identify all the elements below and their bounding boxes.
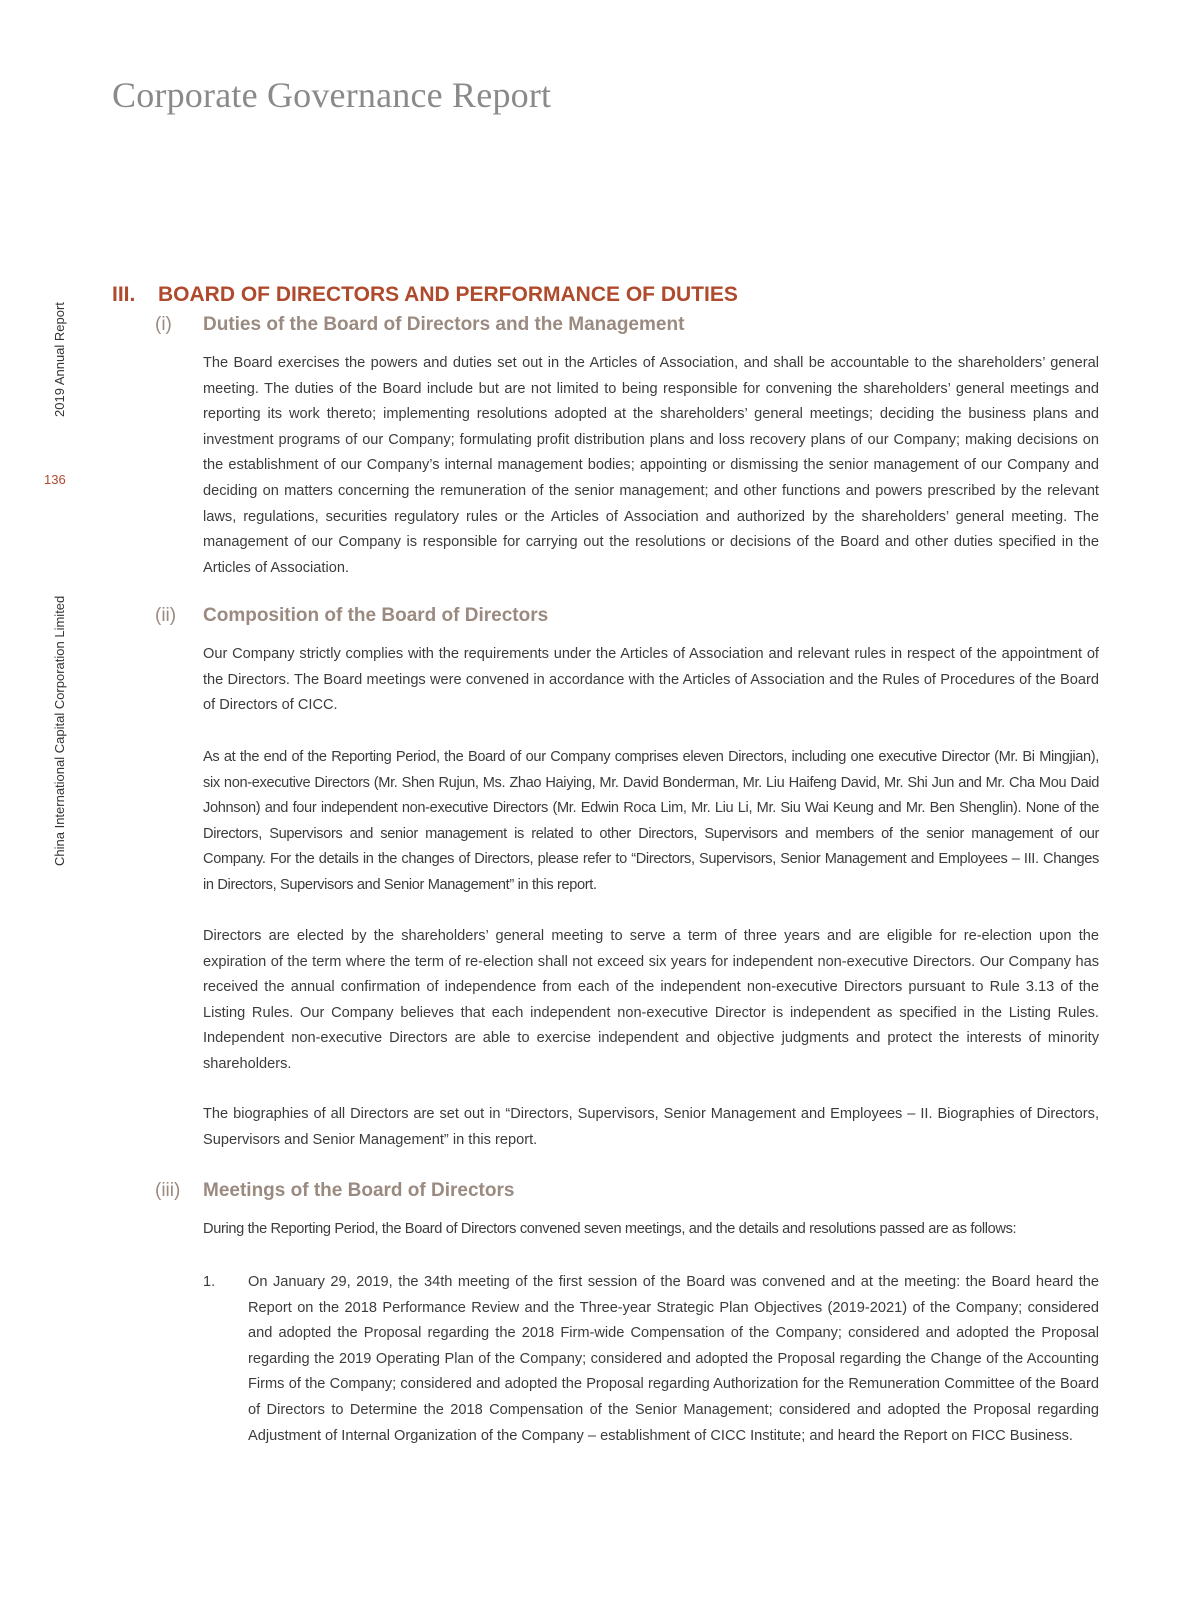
paragraph: During the Reporting Period, the Board of Directors convened seven meetings, and the details and resolutions passed are as follows: <box>203 1221 1017 1237</box>
subsection-number: (ii) <box>155 605 177 626</box>
subsection-heading-composition <box>155 605 548 627</box>
page-title: Corporate Governance Report <box>112 75 552 115</box>
section-heading <box>112 283 738 307</box>
subsection-number: (iii) <box>155 1180 181 1201</box>
subsection-heading-meetings <box>155 1180 514 1202</box>
section-number: III. <box>112 283 136 306</box>
list-item-text: On January 29, 2019, the 34th meeting of the first session of the Board was convened and at the meeting: the Board heard the Report on the 2018 Performance Review and the Three-year Strategic Plan Objectives (2019-2021) of the Company; considered and adopted the Proposal regarding the 2018 Firm-wide Compensation of the Company; considered and adopted the Proposal regarding the 2019 Operating Plan of the Company; considered and adopted the Proposal regarding the Change of the Accounting Firms of the Company; considered and adopted the Proposal regarding Authorization for the Remuneration Committee of the Board of Directors to Determine the 2018 Compensation of the Senior Management; considered and adopted the Proposal regarding Adjustment of Internal Organization of the Company – establishment of CICC Institute; and heard the Report on FICC Business. <box>248 1274 1099 1444</box>
list-item <box>203 1270 1099 1449</box>
paragraph: As at the end of the Reporting Period, the Board of our Company comprises eleven Directors, including one executive Director (Mr. Bi Mingjian), six non-executive Directors (Mr. Shen Rujun, Ms. Zhao Haiying, Mr. David Bonderman, Mr. Liu Haifeng David, Mr. Shi Jun and Mr. Cha Mou Daid Johnson) and four independent non-executive Directors (Mr. Edwin Roca Lim, Mr. Liu Li, Mr. Siu Wai Keung and Mr. Ben Shenglin). None of the Directors, Supervisors and senior management is related to other Directors, Supervisors and members of the senior management of our Company. For the details in the changes of Directors, please refer to “Directors, Supervisors, Senior Management and Employees – III. Changes in Directors, Supervisors and Senior Management” in this report. <box>203 749 1099 893</box>
subsection-title: Composition of the Board of Directors <box>203 605 549 626</box>
subsection-title: Duties of the Board of Directors and the Management <box>203 314 685 335</box>
page-number: 136 <box>44 472 66 487</box>
report-year-label: 2019 Annual Report <box>52 302 67 417</box>
company-name-label: China International Capital Corporation Limited <box>52 595 67 866</box>
subsection-number: (i) <box>155 314 172 335</box>
paragraph: Directors are elected by the shareholders’ general meeting to serve a term of three years and are eligible for re-election upon the expiration of the term where the term of re-election shall not exceed six years for independent non-executive Directors. Our Company has received the annual confirmation of independence from each of the independent non-executive Directors pursuant to Rule 3.13 of the Listing Rules. Our Company believes that each independent non-executive Director is independent as specified in the Listing Rules. Independent non-executive Directors are able to exercise independent and objective judgments and protect the interests of minority shareholders. <box>203 928 1099 1072</box>
paragraph: The Board exercises the powers and duties set out in the Articles of Association, and shall be accountable to the shareholders’ general meeting. The duties of the Board include but are not limited to being responsible for convening the shareholders’ general meetings and reporting its work thereto; implementing resolutions adopted at the shareholders’ general meetings; deciding the business plans and investment programs of our Company; formulating profit distribution plans and loss recovery plans of our Company; making decisions on the establishment of our Company’s internal management bodies; appointing or dismissing the senior management of our Company and deciding on matters concerning the remuneration of the senior management; and other functions and powers prescribed by the relevant laws, regulations, securities regulatory rules or the Articles of Association and authorized by the shareholders’ general meeting. The management of our Company is responsible for carrying out the resolutions or decisions of the Board and other duties specified in the Articles of Association. <box>203 355 1099 576</box>
paragraph: The biographies of all Directors are set out in “Directors, Supervisors, Senior Management and Employees – II. Biographies of Directors, Supervisors and Senior Management” in this report. <box>203 1106 1099 1148</box>
list-item-number: 1. <box>203 1274 216 1290</box>
subsection-heading-duties <box>155 314 684 336</box>
section-title: BOARD OF DIRECTORS AND PERFORMANCE OF DUTIES <box>158 283 738 306</box>
paragraph: Our Company strictly complies with the requirements under the Articles of Association and relevant rules in respect of the appointment of the Directors. The Board meetings were convened in accordance with the Articles of Association and the Rules of Procedures of the Board of Directors of CICC. <box>203 646 1099 714</box>
subsection-title: Meetings of the Board of Directors <box>203 1180 515 1201</box>
